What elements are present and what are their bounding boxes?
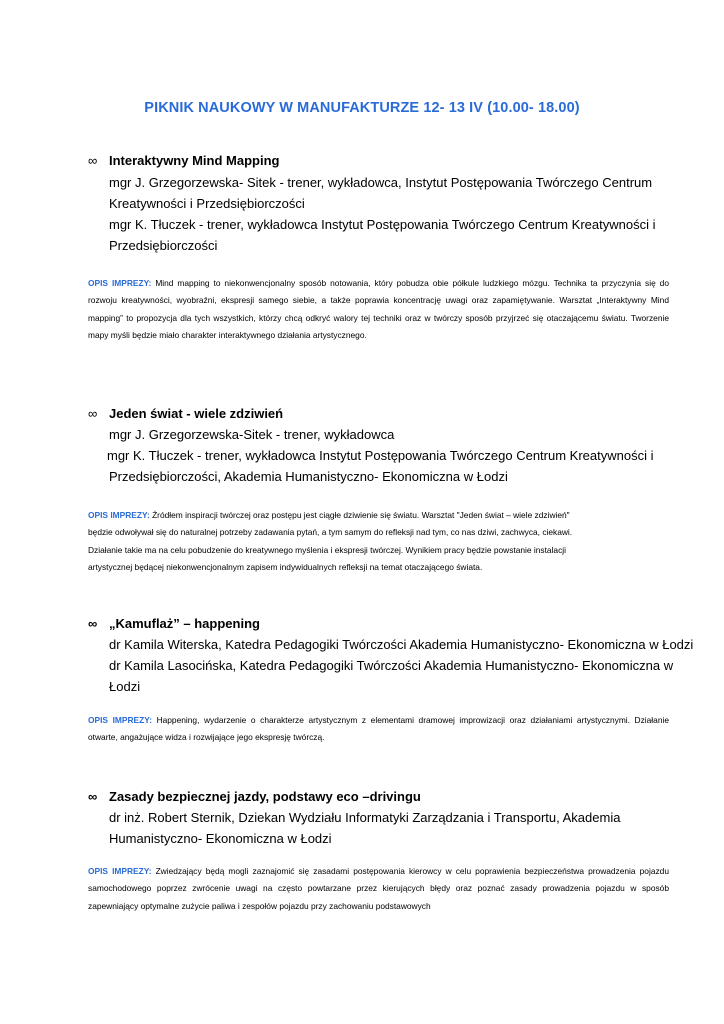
description-label: OPIS IMPREZY:: [88, 866, 152, 876]
presenter-line: dr Kamila Lasocińska, Katedra Pedagogiki Twórczości Akademia Humanistyczno- Ekonomiczna w: [109, 658, 674, 673]
description-line: artystycznej będącej niekonwencjonalnym zapisem indywidualnych refleksji na temat otaczającego świata.: [88, 562, 483, 573]
description-line: Działanie takie ma na celu pobudzenie do kreatywnego myślenia i ekspresji twórczej. Wynikiem pracy będzie powstanie instalacji: [88, 544, 566, 555]
presenter-line: Humanistyczno- Ekonomiczna w Łodzi: [109, 831, 332, 846]
presenter-line: Kreatywności i Przedsiębiorczości: [109, 196, 305, 211]
presenter-line: mgr K. Tłuczek - trener, wykładowca Instytut Postępowania Twórczego Centrum Kreatywności i: [109, 217, 656, 232]
page-title: PIKNIK NAUKOWY W MANUFAKTURZE 12- 13 IV (10.00- 18.00): [144, 100, 580, 116]
presenter-line: dr Kamila Witerska, Katedra Pedagogiki Twórczości Akademia Humanistyczno- Ekonomiczna w Łodzi: [109, 637, 694, 652]
bullet-icon: ∞: [88, 789, 98, 804]
description-label: OPIS IMPREZY:: [88, 715, 152, 725]
event-title: Zasady bezpiecznej jazdy, podstawy eco –drivingu: [109, 789, 421, 804]
presenter-line: Przedsiębiorczości, Akademia Humanistyczno- Ekonomiczna w Łodzi: [109, 469, 508, 484]
event-title: Jeden świat - wiele zdziwień: [109, 406, 284, 421]
event-description: [88, 507, 669, 577]
event-title: „Kamuflaż” – happening: [109, 616, 260, 631]
presenter-line: mgr K. Tłuczek - trener, wykładowca Instytut Postępowania Twórczego Centrum Kreatywności i: [107, 448, 654, 463]
event-description: [88, 863, 669, 915]
presenter-line: Łodzi: [109, 679, 141, 694]
presenter-line: Przedsiębiorczości: [109, 238, 218, 253]
description-label: OPIS IMPREZY:: [88, 510, 150, 520]
description-text: Happening, wydarzenie o charakterze artystycznym z elementami dramowej improwizacji oraz działaniami artystycznymi. Działanie otwarte, angażujące widza i rozwijające jego ekspresję twórczą.: [88, 715, 670, 743]
description-line: będzie odwoływał się do naturalnej potrzeby zadawania pytań, a tym samym do refleksji nad tym, co nas dziwi, zachwyca, ciekawi.: [88, 527, 573, 538]
description-text: Mind mapping to niekonwencjonalny sposób notowania, który pobudza obie półkule ludzkiego mózgu. Technika ta przyczynia się do rozwoju kreatywności, wyobraźni, ekspresji samego siebie, a także poprawia koncentrację uwagi oraz zapamiętywanie. Warsztat „Interaktywny Mind mapping” to propozycja dla tych wszystkich, którzy chcą odkryć walory tej techniki oraz w twórczy sposób przyjrzeć się otaczającemu światu. Tworzenie mapy myśli będzie miało charakter interaktywnego działania artystycznego.: [88, 278, 669, 341]
event-description: [88, 275, 669, 345]
presenter-line: dr inż. Robert Sternik, Dziekan Wydziału Informatyki Zarządzania i Transportu, Akademia: [109, 810, 621, 825]
bullet-icon: ∞: [88, 616, 98, 631]
event-title: Interaktywny Mind Mapping: [109, 153, 280, 168]
description-label: OPIS IMPREZY:: [88, 278, 152, 288]
bullet-icon: ∞: [88, 153, 98, 168]
description-line: Źródłem inspiracji twórczej oraz postępu jest ciągłe dziwienie się światu. Warsztat "Jeden świat – wiele zdziwień": [152, 510, 570, 520]
description-text: Zwiedzający będą mogli zaznajomić się zasadami postępowania kierowcy w celu poprawienia bezpieczeństwa prowadzenia pojazdu samochodowego poprzez zwrócenie uwagi na często powtarzane przez kierujących błędy oraz poznać zasady prowadzenia pojazdu w sposób zapewniający optymalne zużycie paliwa i zespołów pojazdu przy zachowaniu podstawowych: [88, 866, 669, 911]
presenter-line: mgr J. Grzegorzewska-Sitek - trener, wykładowca: [109, 427, 395, 442]
presenter-line: mgr J. Grzegorzewska- Sitek - trener, wykładowca, Instytut Postępowania Twórczego Centrum: [109, 175, 653, 190]
bullet-icon: ∞: [88, 406, 98, 421]
event-description: [88, 712, 669, 747]
